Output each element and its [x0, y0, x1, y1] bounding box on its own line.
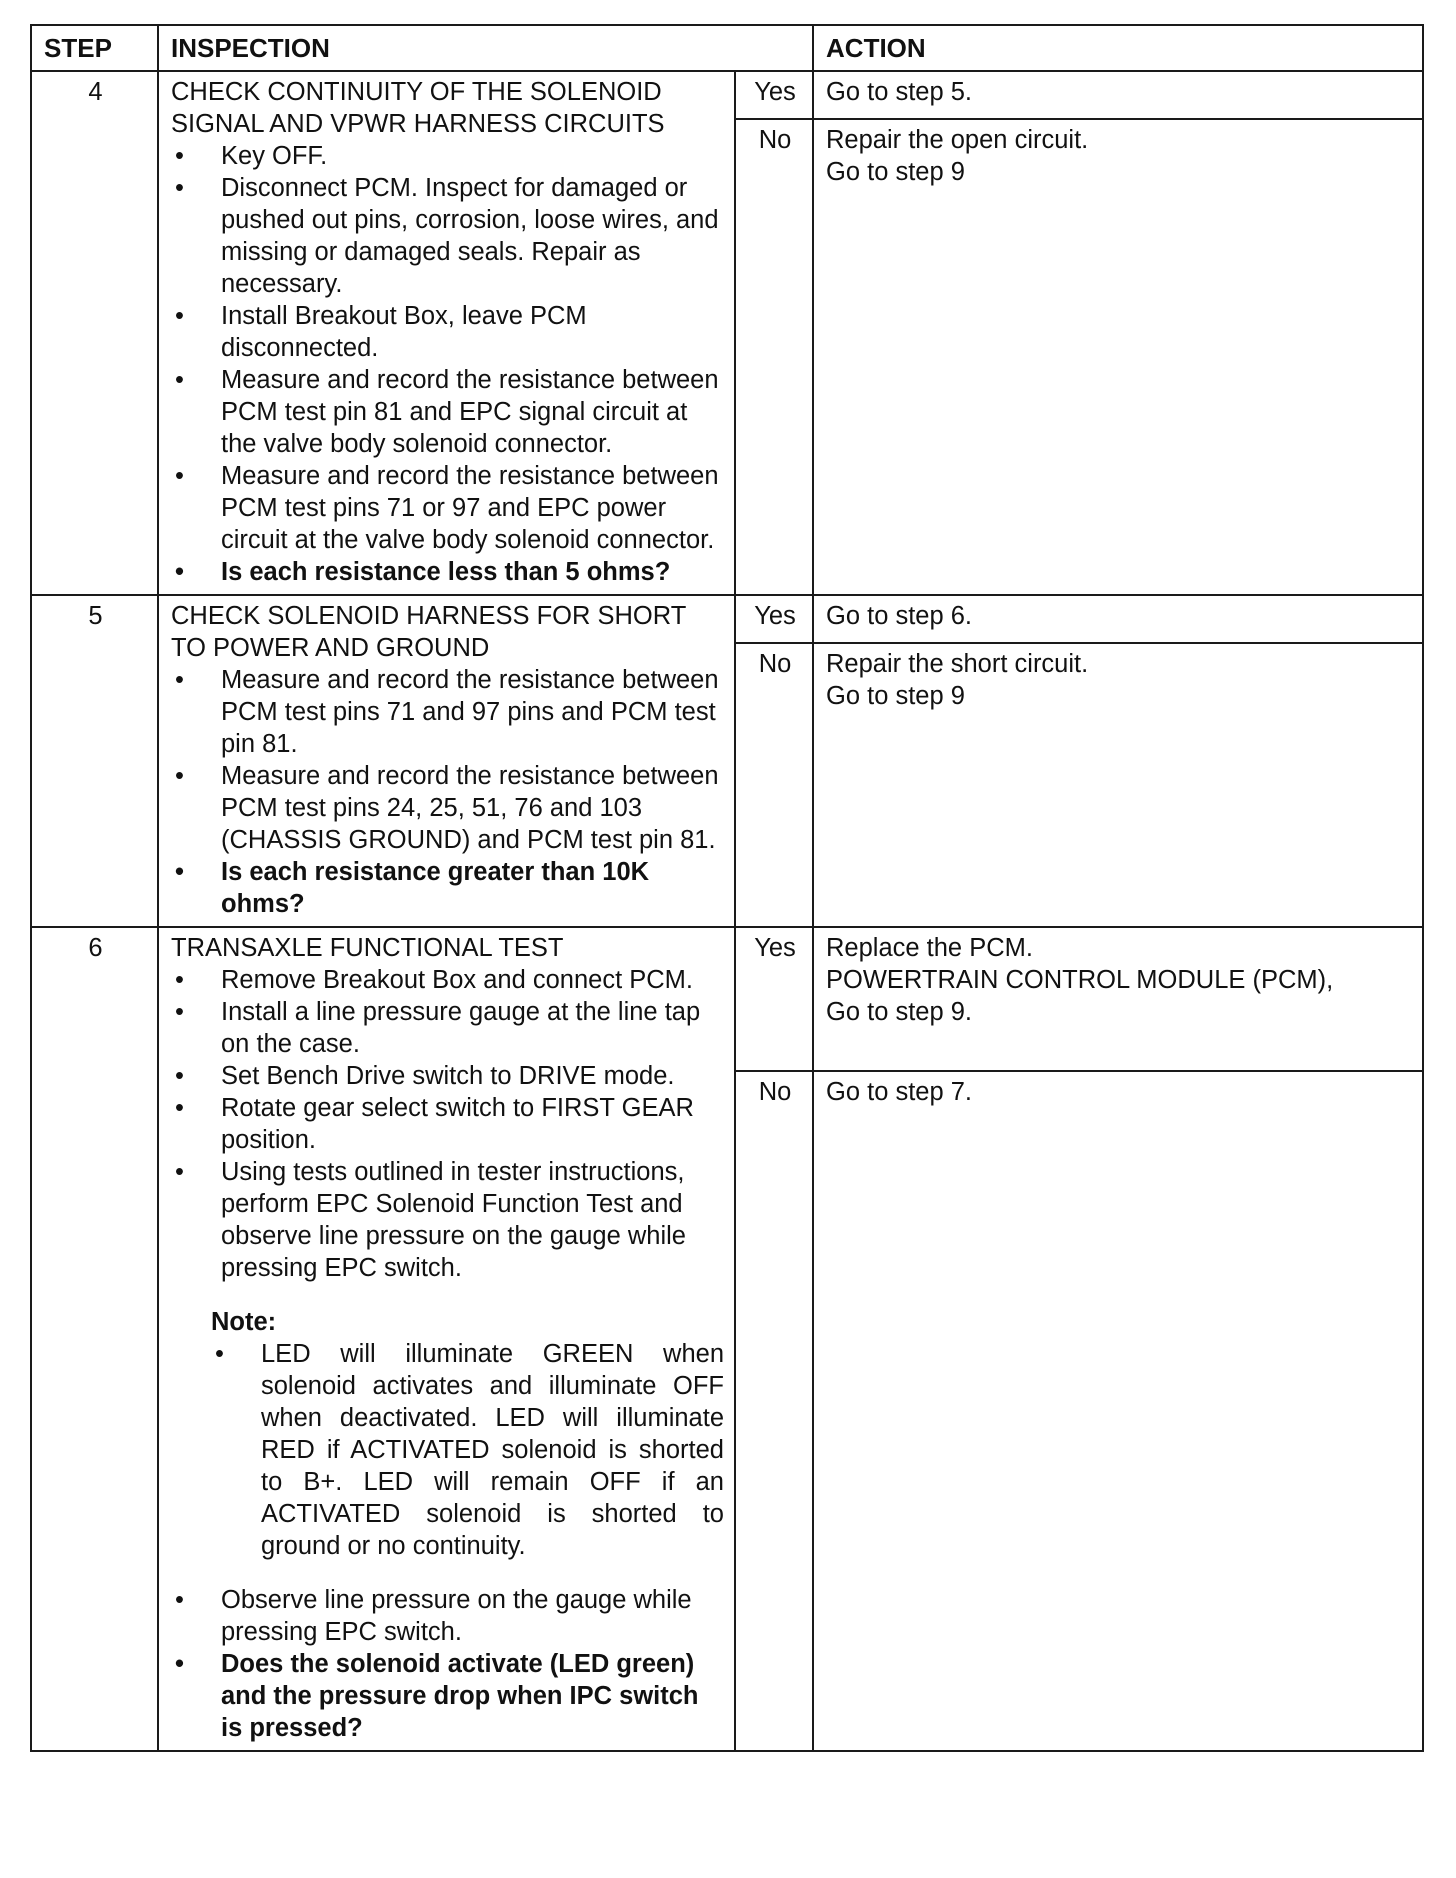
no-action [813, 119, 1423, 595]
note-text: • LED will illuminate GREEN when solenoid activates and illuminate OFF when deactivated. LED will illuminate RED if ACTIVATED solenoid is shorted to B+. LED will remain OFF if an ACTIVATED solenoid is shorted to ground or no continuity. [211, 1338, 724, 1562]
note-label: Note: [211, 1308, 277, 1336]
action-line: Repair the open circuit. [826, 126, 1089, 154]
step-5-block [31, 595, 1423, 927]
inspection-header: INSPECTION [158, 25, 813, 71]
step-number: 6 [31, 927, 158, 1751]
action-line: Repair the short circuit. [826, 650, 1089, 678]
inspection-title: TRANSAXLE FUNCTIONAL TEST [171, 934, 564, 962]
list-item: • Remove Breakout Box and connect PCM. [171, 964, 724, 996]
step-6-block [31, 927, 1423, 1751]
list-item: • Disconnect PCM. Inspect for damaged or pushed out pins, corrosion, loose wires, and missing or damaged seals. Repair as necessary. [171, 172, 724, 300]
list-item: • Set Bench Drive switch to DRIVE mode. [171, 1060, 724, 1092]
step-number: 4 [31, 71, 158, 595]
list-item: • Rotate gear select switch to FIRST GEAR position. [171, 1092, 724, 1156]
inspection-steps [171, 664, 724, 920]
yes-label: Yes [735, 927, 813, 1071]
yes-label: Yes [735, 595, 813, 643]
action-line: POWERTRAIN CONTROL MODULE (PCM), [826, 966, 1334, 994]
action-header: ACTION [813, 25, 1423, 71]
action-line: Go to step 6. [826, 602, 973, 630]
step-header: STEP [31, 25, 158, 71]
no-label: No [735, 643, 813, 927]
note-list [211, 1338, 724, 1562]
no-action [813, 643, 1423, 927]
yes-action [813, 71, 1423, 119]
action-line: Go to step 9 [826, 158, 965, 186]
list-item: • Install Breakout Box, leave PCM disconnected. [171, 300, 724, 364]
no-label: No [735, 1071, 813, 1751]
list-item: • Measure and record the resistance between PCM test pins 24, 25, 51, 76 and 103 (CHASSIS GROUND) and PCM test pin 81. [171, 760, 724, 856]
action-line: Go to step 7. [826, 1078, 973, 1106]
no-action [813, 1071, 1423, 1751]
yes-action [813, 927, 1423, 1071]
step-number: 5 [31, 595, 158, 927]
header-row [31, 25, 1423, 71]
list-item: • Measure and record the resistance between PCM test pins 71 or 97 and EPC power circuit at the valve body solenoid connector. [171, 460, 724, 556]
yes-action [813, 595, 1423, 643]
yes-label: Yes [735, 71, 813, 119]
diagnostic-table [30, 24, 1424, 1752]
inspection-question: • Is each resistance greater than 10K ohms? [171, 856, 724, 920]
list-item: • Install a line pressure gauge at the line tap on the case. [171, 996, 724, 1060]
inspection-question: • Does the solenoid activate (LED green) and the pressure drop when IPC switch is pressed? [171, 1648, 724, 1744]
inspection-cell [158, 595, 735, 927]
action-line: Go to step 5. [826, 78, 973, 106]
note-block [211, 1306, 724, 1562]
list-item: • Key OFF. [171, 140, 724, 172]
list-item: • Using tests outlined in tester instructions, perform EPC Solenoid Function Test and observe line pressure on the gauge while pressing EPC switch. [171, 1156, 724, 1284]
inspection-steps-after-note [171, 1584, 724, 1744]
inspection-steps [171, 140, 724, 588]
action-line: Replace the PCM. [826, 934, 1033, 962]
inspection-steps [171, 964, 724, 1284]
action-line: Go to step 9 [826, 682, 965, 710]
list-item: • Observe line pressure on the gauge while pressing EPC switch. [171, 1584, 724, 1648]
no-label: No [735, 119, 813, 595]
list-item: • Measure and record the resistance between PCM test pin 81 and EPC signal circuit at the valve body solenoid connector. [171, 364, 724, 460]
inspection-question: • Is each resistance less than 5 ohms? [171, 556, 724, 588]
inspection-cell [158, 71, 735, 595]
diagnostic-page [30, 24, 1424, 1752]
action-line: Go to step 9. [826, 998, 973, 1026]
step-4-block [31, 71, 1423, 595]
inspection-cell [158, 927, 735, 1751]
inspection-title: CHECK CONTINUITY OF THE SOLENOID SIGNAL AND VPWR HARNESS CIRCUITS [171, 78, 665, 138]
inspection-title: CHECK SOLENOID HARNESS FOR SHORT TO POWER AND GROUND [171, 602, 686, 662]
list-item: • Measure and record the resistance between PCM test pins 71 and 97 pins and PCM test pin 81. [171, 664, 724, 760]
